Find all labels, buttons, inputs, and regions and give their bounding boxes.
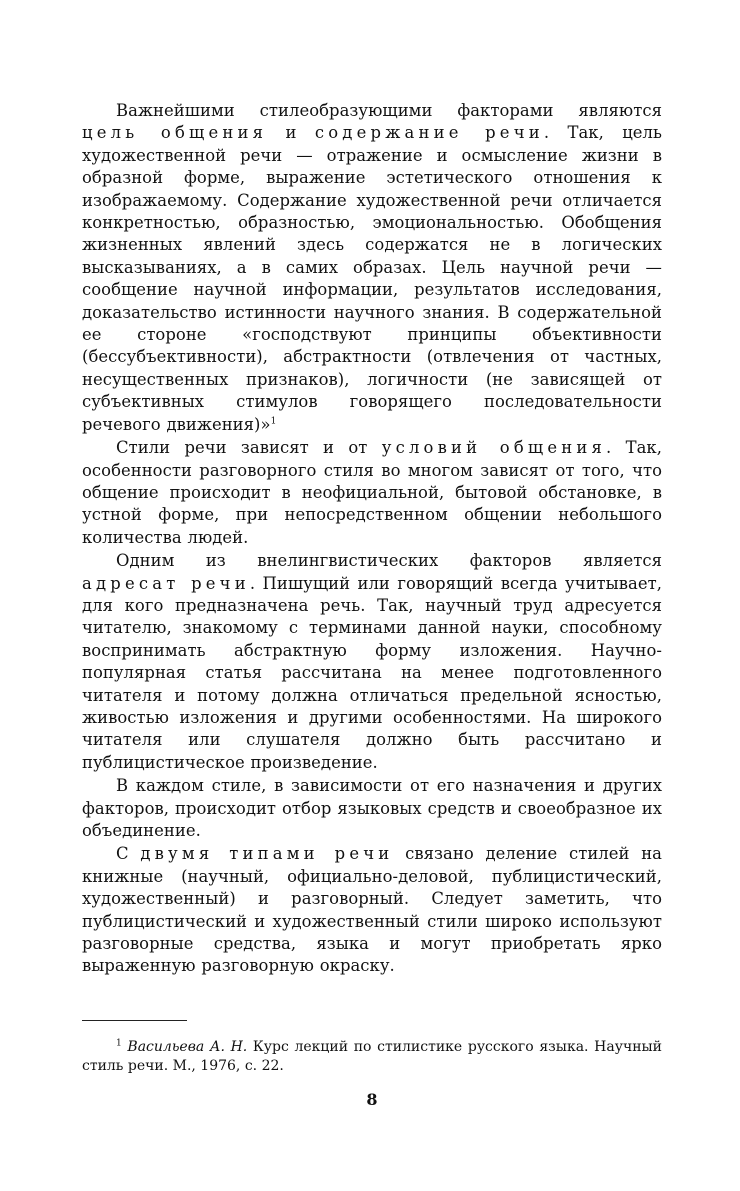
footnote-author: Васильева А. Н. xyxy=(127,1039,248,1055)
spaced-term-speech-types: двумя типами речи xyxy=(140,844,394,864)
paragraph-5 xyxy=(82,843,662,977)
footnote-divider xyxy=(82,1020,187,1021)
footnote-ref: 1 xyxy=(270,416,277,427)
page-number: 8 xyxy=(366,1090,378,1109)
text-run: Важнейшими стилеобразующими факторами являются xyxy=(116,101,662,120)
text-run: В каждом стиле, в зависимости от его назначения и других факторов, происходит отбор языковых средств и своеобразное их объединение. xyxy=(82,776,662,840)
text-run: связано деление стилей на книжные (научный, официально-деловой, публицистический, художественный) и разговорный. Следует заметить, что публицистический и художественный стили широко используют разговорные средства, языка и могут приобретать ярко выраженную разговорную окраску. xyxy=(82,844,662,976)
text-run: и xyxy=(267,123,315,143)
spaced-term-content: содержание речи xyxy=(314,123,544,143)
spaced-term-conditions: условий общения xyxy=(381,438,607,458)
text-run: Стили речи зависят и от xyxy=(116,438,382,458)
footnote xyxy=(82,1038,662,1076)
text-run: . Так, особенности разговорного стиля во многом зависят от того, что общение происходит в неофициальной, бытовой обстановке, в устной форме, при непосредственном общении небольшого количества людей. xyxy=(82,438,662,547)
spaced-term-addressee: адресат речи xyxy=(82,573,250,593)
book-page xyxy=(82,100,662,1120)
text-run: . Так, цель художественной речи — отражение и осмысление жизни в образной форме, выражение эстетического отношения к изображаемому. Содержание художественной речи отличается конкретностью, образностью, эмоциональностью. Обобщения жизненных явлений здесь содержатся не в логических высказываниях, а в самих образах. Цель научной речи — сообщение научной информации, результатов исследования, доказательство истинности научного знания. В содержательной ее стороне «господствуют принципы объективности (бессубъективности), абстрактности (отвлечения от частных, несущественных признаков), логичности (не зависящей от субъективных стимулов говорящего последовательности речевого движения)» xyxy=(82,123,662,434)
paragraph-3 xyxy=(82,550,662,774)
paragraph-1 xyxy=(82,100,662,436)
text-run: С xyxy=(116,844,141,864)
text-run: Одним из внелингвистических факторов является xyxy=(116,551,662,571)
footnote-citation: Курс лекций по стилистике русского языка. Научный стиль речи. М., 1976, с. 22. xyxy=(82,1039,663,1074)
paragraph-2 xyxy=(82,437,662,549)
spaced-term-purpose: цель общения xyxy=(82,123,268,143)
paragraph-4 xyxy=(82,775,662,842)
footnote-number: 1 xyxy=(116,1038,122,1049)
text-run: . Пишущий или говорящий всегда учитывает, для кого предназначена речь. Так, научный труд адресуется читателю, знакомому с терминами данной науки, способному воспринимать абстрактную форму изложения. Научно-популярная статья рассчитана на менее подготовленного читателя и потому должна отличаться предельной ясностью, живостью изложения и другими особенностями. На широкого читателя или слушателя должно быть рассчитано и публицистическое произведение. xyxy=(82,573,662,772)
